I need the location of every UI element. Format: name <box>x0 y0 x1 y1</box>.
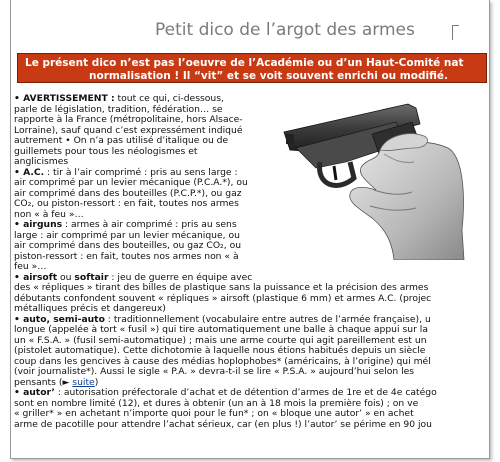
term-ac: • A.C. <box>14 166 45 178</box>
banner-line-2: normalisation ! Il “vit” et se voit souvent enrichi ou modifié. <box>89 69 448 82</box>
entry-avertissement <box>14 94 437 105</box>
title-bracket-decoration <box>452 25 459 40</box>
banner-line-1: Le présent dico n’est pas l’oeuvre de l’Académie ou d’un Haut-Comité nat <box>25 57 464 69</box>
glossary-text <box>14 94 437 430</box>
definition-line: rapporte à la France (métropolitaine, hors Alsace- <box>14 114 243 125</box>
definition-line: coup dans les gencives à cause des médias hoplophobes* (américains, à l’origine) qui mél <box>14 355 431 367</box>
warning-banner <box>17 53 487 83</box>
definition-line: tout ce qui, ci-dessous, <box>114 93 224 104</box>
definition-line: « griller* » en achetant n’importe quoi pour le fun* ; on « bloque une autor’ » en achet <box>14 408 414 419</box>
definition-line: large : air comprimé par un levier mécanique, ou <box>14 229 240 241</box>
definition-line: arme de pacotille pour attendre l’achat sérieux, car (en plus !) l’autor’ se périme en 90 jou <box>14 418 432 430</box>
page-title: Petit dico de l’argot des armes <box>155 20 415 40</box>
definition-line: feu »… <box>14 261 47 272</box>
definition-line: air comprimé dans des bouteilles, ou gaz CO₂, ou <box>14 240 242 251</box>
term-avertissement: • AVERTISSEMENT : <box>14 93 115 104</box>
definition-line: air comprimé dans des bouteilles (P.C.P.*), ou gaz <box>14 187 242 199</box>
term-auto: • auto, semi-auto <box>14 313 105 325</box>
definition-line: des « répliques » tirant des billes de plastique sans la puissance et la précision des armes <box>14 282 429 293</box>
term-autor: • autor’ <box>14 387 55 398</box>
definition-line: (voir journaliste*). Aussi le sigle « P.A. » devra-t-il se lire « P.S.A. » aujourd’hui selon les <box>14 366 415 377</box>
definition-line: : traditionnellement (vocabulaire entre autres de l’armée française), u <box>104 313 431 325</box>
arrow-right-icon: ► <box>62 377 70 388</box>
definition-line: guillemets pour tous les néologismes et <box>14 145 198 157</box>
definition-line: : jeu de guerre en équipe avec <box>108 271 253 283</box>
definition-line: : armes à air comprimé : pris au sens <box>62 219 237 230</box>
definition-line: CO₂, ou piston-ressort : en fait, toutes nos armes <box>14 198 239 209</box>
term-softair: softair <box>74 271 109 283</box>
definition-line-end: ) <box>94 376 99 388</box>
definition-line: un « F.S.A. » (fusil semi-automatique) ; mais une arme courte qui agit pareillement est un <box>14 334 427 346</box>
entry-airguns <box>14 220 437 231</box>
definition-line: non « à feu »… <box>14 208 84 220</box>
definition-line: sont en nombre limité (12), et dures à obtenir (un an à 18 mois la première fois) ; on ve <box>14 397 419 409</box>
term-airsoft: • airsoft <box>14 271 58 283</box>
definition-line: (pistolet automatique). Cette dichotomie à laquelle nous étions habitués depuis un siècle <box>14 345 426 356</box>
definition-line: métalliques précis et dangereux) <box>14 303 166 314</box>
definition-line: : autorisation préfectorale d’achat et de détention d’armes de 1re et de 4e catégo <box>54 387 437 398</box>
definition-line: piston-ressort : en fait, toutes nos armes non « à <box>14 250 239 262</box>
definition-line: Lorraine), sauf quand c’est expressément indiqué <box>14 124 243 136</box>
term-airguns: • airguns <box>14 219 63 230</box>
definition-line: longue (appelée à tort « fusil ») qui tire automatiquement une balle à chaque appui sur la <box>14 324 428 335</box>
definition-line: : tir à l’air comprimé : pris au sens large : <box>44 166 238 178</box>
suite-link[interactable]: suite <box>72 376 95 388</box>
definition-line: débutants confondent souvent « répliques » airsoft (plastique 6 mm) et armes A.C. (projec <box>14 292 432 304</box>
definition-line-text: pensants ( <box>14 376 63 388</box>
definition-connector: ou <box>57 271 75 283</box>
entry-autor <box>14 388 437 399</box>
definition-line: parle de législation, tradition, fédération… se <box>14 103 223 115</box>
definition-line: autrement • On n’a pas utilisé d’italique ou de <box>14 135 229 146</box>
definition-line: anglicismes <box>14 156 69 167</box>
definition-line: air comprimé par un levier mécanique (P.C.A.*), ou <box>14 177 248 188</box>
